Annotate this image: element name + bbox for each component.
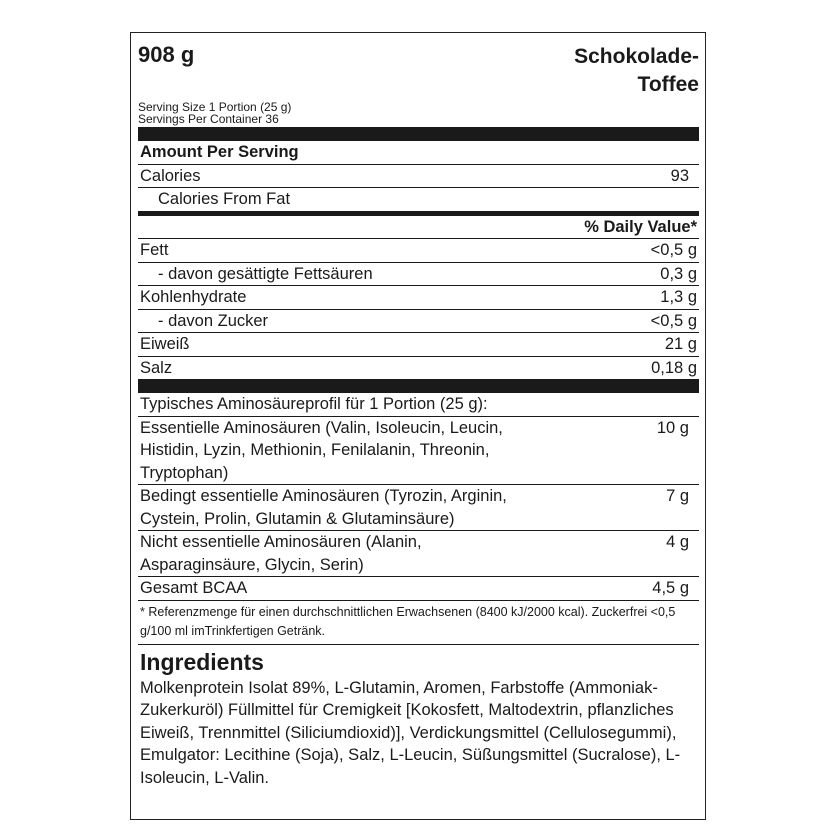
flavor-line-1: Schokolade- xyxy=(574,45,699,68)
nutrient-value: 21 g xyxy=(664,335,697,353)
nutrient-label: Eiweiß xyxy=(140,335,190,353)
nutrient-label: Kohlenhydrate xyxy=(140,288,247,306)
nutrient-row-saturated-fat xyxy=(138,263,699,287)
ingredients-text: Molkenprotein Isolat 89%, L-Glutamin, Aromen, Farbstoffe (Ammoniak-Zukerkuröl) Füllmittel für Cremigkeit [Kokosfett, Maltodextrin, pflanzliches Eiweiß, Trennmittel (Siliciumdioxid)], Verdickungsmittel (Cellulosegummi), Emulgator: Lecithine (Soja), Salz, L-Leucin, Süßungsmittel (Sucralose), L-Isoleucin, L-Valin. xyxy=(140,678,681,787)
calories-label: Calories xyxy=(140,166,201,185)
bcaa-label: Gesamt BCAA xyxy=(140,579,248,597)
calories-value: 93 xyxy=(670,166,689,185)
nutrient-label: Fett xyxy=(140,241,169,259)
serving-size: Serving Size 1 Portion (25 g) xyxy=(138,100,292,114)
calories-from-fat-row xyxy=(138,188,699,211)
nutrient-row-sugar xyxy=(138,310,699,334)
amino-profile-title-text: Typisches Aminosäureprofil für 1 Portion (25 g): xyxy=(140,395,488,413)
nutrient-row-carbohydrates xyxy=(138,286,699,310)
amino-row-essential xyxy=(138,417,699,486)
thick-divider xyxy=(138,379,699,393)
nutrient-value: 0,18 g xyxy=(651,358,697,377)
nutrient-value: <0,5 g xyxy=(650,241,697,259)
nutrient-label: Salz xyxy=(140,358,173,377)
ingredients-title: Ingredients xyxy=(140,648,264,675)
amino-label: Nicht essentielle Aminosäuren (Alanin, Asparaginsäure, Glycin, Serin) xyxy=(140,533,422,574)
label-header xyxy=(138,33,699,96)
nutrition-label xyxy=(130,32,706,820)
amino-profile-title xyxy=(138,393,699,417)
calories-row xyxy=(138,165,699,189)
nutrient-value: 0,3 g xyxy=(660,264,697,283)
flavor-name xyxy=(574,43,699,99)
servings-per-container: Servings Per Container 36 xyxy=(138,112,279,126)
amino-value: 4 g xyxy=(666,533,689,551)
footnote: * Referenzmenge für einen durchschnittlichen Erwachsenen (8400 kJ/2000 kcal). Zuckerfrei <0,5 g/100 ml imTrinkfertigen Getränk. xyxy=(138,601,699,645)
nutrient-row-protein xyxy=(138,333,699,357)
calories-from-fat-label: Calories From Fat xyxy=(158,190,291,208)
amount-per-serving xyxy=(138,141,699,165)
bcaa-value: 4,5 g xyxy=(652,579,689,597)
daily-value-header xyxy=(138,216,699,240)
daily-value-label: % Daily Value* xyxy=(584,217,697,236)
nutrient-label: - davon gesättigte Fettsäuren xyxy=(158,264,373,283)
amount-per-serving-label: Amount Per Serving xyxy=(140,143,299,161)
bcaa-row xyxy=(138,577,699,601)
nutrient-value: 1,3 g xyxy=(660,288,697,306)
amino-row-nonessential xyxy=(138,531,699,577)
nutrient-row-salt xyxy=(138,357,699,380)
amino-value: 10 g xyxy=(656,418,689,437)
thick-divider xyxy=(138,127,699,141)
nutrient-label: - davon Zucker xyxy=(158,311,269,330)
amino-value: 7 g xyxy=(666,487,689,505)
amino-row-conditional xyxy=(138,485,699,531)
flavor-line-2: Toffee xyxy=(637,73,699,96)
amino-label: Essentielle Aminosäuren (Valin, Isoleucin, Leucin, Histidin, Lyzin, Methionin, Fenilalanin, Threonin, Tryptophan) xyxy=(140,418,503,482)
nutrient-row-fat xyxy=(138,239,699,263)
nutrient-value: <0,5 g xyxy=(650,311,697,330)
net-weight: 908 g xyxy=(138,42,195,67)
amino-label: Bedingt essentielle Aminosäuren (Tyrozin, Arginin, Cystein, Prolin, Glutamin & Glutaminsäure) xyxy=(140,487,507,528)
